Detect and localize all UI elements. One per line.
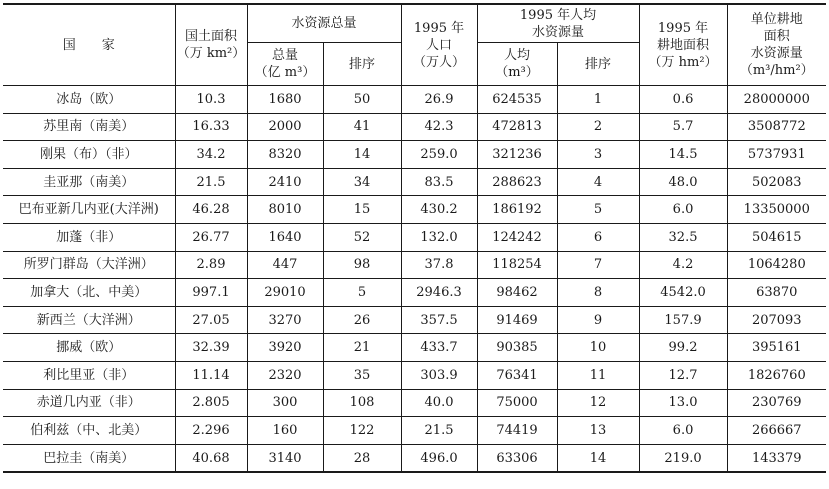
water-rank-cell: 35 bbox=[323, 361, 401, 389]
water-rank-cell: 52 bbox=[323, 223, 401, 251]
header-water-rank bbox=[323, 43, 401, 86]
per-capita-cell: 90385 bbox=[477, 334, 557, 362]
per-capita-rank-cell: 12 bbox=[557, 389, 639, 417]
water-rank-cell: 122 bbox=[323, 417, 401, 445]
header-farm-line2: 耕地面积 bbox=[657, 37, 710, 53]
water-resources-table-container bbox=[3, 3, 826, 485]
per-capita-cell: 186192 bbox=[477, 196, 557, 224]
table-row bbox=[3, 361, 826, 389]
unit-water-cell: 1826760 bbox=[727, 361, 826, 389]
water-total-cell: 447 bbox=[247, 251, 323, 279]
country-cell: 伯利兹（中、北美） bbox=[3, 417, 175, 445]
water-rank-cell: 108 bbox=[323, 389, 401, 417]
unit-water-cell: 3508772 bbox=[727, 113, 826, 141]
header-area-line1: 国土面积 bbox=[184, 29, 237, 44]
water-total-cell: 8010 bbox=[247, 196, 323, 224]
water-rank-cell: 98 bbox=[323, 251, 401, 279]
country-cell: 加拿大（北、中美） bbox=[3, 279, 175, 307]
water-resources-table bbox=[3, 3, 826, 473]
header-population bbox=[401, 4, 477, 86]
header-pop-line1: 1995 年 bbox=[413, 20, 465, 36]
header-water-total bbox=[247, 4, 401, 43]
population-cell: 303.9 bbox=[401, 361, 477, 389]
unit-water-cell: 395161 bbox=[727, 334, 826, 362]
header-farm-line1: 1995 年 bbox=[657, 20, 709, 36]
header-farm-line3: （万 hm²） bbox=[648, 54, 718, 70]
per-capita-cell: 91469 bbox=[477, 306, 557, 334]
per-capita-rank-cell: 9 bbox=[557, 306, 639, 334]
farmland-cell: 13.0 bbox=[639, 389, 727, 417]
area-cell: 2.296 bbox=[175, 417, 247, 445]
header-percap-line1: 1995 年人均 bbox=[519, 7, 597, 23]
header-per-capita bbox=[477, 4, 639, 43]
per-capita-cell: 98462 bbox=[477, 279, 557, 307]
water-rank-cell: 34 bbox=[323, 168, 401, 196]
area-cell: 27.05 bbox=[175, 306, 247, 334]
area-cell: 26.77 bbox=[175, 223, 247, 251]
country-cell: 所罗门群岛（大洋洲） bbox=[3, 251, 175, 279]
header-percap-value-line2: （m³） bbox=[495, 65, 539, 80]
header-water-rank-label: 排序 bbox=[349, 56, 376, 72]
per-capita-rank-cell: 14 bbox=[557, 444, 639, 472]
water-total-cell: 2410 bbox=[247, 168, 323, 196]
per-capita-cell: 76341 bbox=[477, 361, 557, 389]
country-cell: 冰岛（欧） bbox=[3, 86, 175, 114]
area-cell: 997.1 bbox=[175, 279, 247, 307]
water-total-cell: 3270 bbox=[247, 306, 323, 334]
farmland-cell: 14.5 bbox=[639, 141, 727, 169]
country-cell: 巴布亚新几内亚(大洋洲) bbox=[3, 196, 175, 224]
farmland-cell: 6.0 bbox=[639, 417, 727, 445]
header-percap-line2: 水资源量 bbox=[532, 24, 585, 40]
water-total-cell: 29010 bbox=[247, 279, 323, 307]
per-capita-rank-cell: 11 bbox=[557, 361, 639, 389]
per-capita-cell: 321236 bbox=[477, 141, 557, 169]
farmland-cell: 157.9 bbox=[639, 306, 727, 334]
country-cell: 苏里南（南美） bbox=[3, 113, 175, 141]
per-capita-rank-cell: 6 bbox=[557, 223, 639, 251]
water-rank-cell: 26 bbox=[323, 306, 401, 334]
per-capita-cell: 118254 bbox=[477, 251, 557, 279]
header-percap-rank bbox=[557, 43, 639, 86]
country-cell: 圭亚那（南美） bbox=[3, 168, 175, 196]
unit-water-cell: 143379 bbox=[727, 444, 826, 472]
water-rank-cell: 50 bbox=[323, 86, 401, 114]
per-capita-cell: 624535 bbox=[477, 86, 557, 114]
water-rank-cell: 14 bbox=[323, 141, 401, 169]
per-capita-rank-cell: 8 bbox=[557, 279, 639, 307]
table-row bbox=[3, 251, 826, 279]
header-unit-line4: （m³/hm²） bbox=[739, 63, 814, 78]
population-cell: 2946.3 bbox=[401, 279, 477, 307]
country-cell: 赤道几内亚（非） bbox=[3, 389, 175, 417]
farmland-cell: 219.0 bbox=[639, 444, 727, 472]
table-row bbox=[3, 279, 826, 307]
header-unit-line1: 单位耕地 bbox=[750, 12, 803, 27]
population-cell: 21.5 bbox=[401, 417, 477, 445]
unit-water-cell: 28000000 bbox=[727, 86, 826, 114]
table-row bbox=[3, 141, 826, 169]
water-total-cell: 2000 bbox=[247, 113, 323, 141]
water-total-cell: 3140 bbox=[247, 444, 323, 472]
area-cell: 2.89 bbox=[175, 251, 247, 279]
table-row bbox=[3, 306, 826, 334]
header-unit-line2: 面积 bbox=[763, 29, 790, 44]
country-cell: 加蓬（非） bbox=[3, 223, 175, 251]
per-capita-cell: 288623 bbox=[477, 168, 557, 196]
header-country bbox=[3, 4, 175, 86]
area-cell: 40.68 bbox=[175, 444, 247, 472]
area-cell: 11.14 bbox=[175, 361, 247, 389]
unit-water-cell: 502083 bbox=[727, 168, 826, 196]
header-percap-rank-label: 排序 bbox=[585, 56, 612, 72]
per-capita-cell: 75000 bbox=[477, 389, 557, 417]
table-row bbox=[3, 168, 826, 196]
country-cell: 挪威（欧） bbox=[3, 334, 175, 362]
per-capita-rank-cell: 7 bbox=[557, 251, 639, 279]
per-capita-cell: 74419 bbox=[477, 417, 557, 445]
header-area-line2: （万 km²） bbox=[176, 46, 246, 61]
country-cell: 刚果（布）（非） bbox=[3, 141, 175, 169]
header-water-amount bbox=[247, 43, 323, 86]
population-cell: 430.2 bbox=[401, 196, 477, 224]
farmland-cell: 12.7 bbox=[639, 361, 727, 389]
header-water-amount-line1: 总量 bbox=[271, 48, 298, 63]
population-cell: 433.7 bbox=[401, 334, 477, 362]
population-cell: 83.5 bbox=[401, 168, 477, 196]
per-capita-cell: 124242 bbox=[477, 223, 557, 251]
per-capita-rank-cell: 5 bbox=[557, 196, 639, 224]
per-capita-rank-cell: 3 bbox=[557, 141, 639, 169]
water-rank-cell: 41 bbox=[323, 113, 401, 141]
country-cell: 巴拉圭（南美） bbox=[3, 444, 175, 472]
water-rank-cell: 21 bbox=[323, 334, 401, 362]
per-capita-rank-cell: 2 bbox=[557, 113, 639, 141]
water-total-cell: 3920 bbox=[247, 334, 323, 362]
population-cell: 26.9 bbox=[401, 86, 477, 114]
farmland-cell: 4.2 bbox=[639, 251, 727, 279]
unit-water-cell: 230769 bbox=[727, 389, 826, 417]
unit-water-cell: 1064280 bbox=[727, 251, 826, 279]
header-percap-value bbox=[477, 43, 557, 86]
per-capita-rank-cell: 4 bbox=[557, 168, 639, 196]
farmland-cell: 48.0 bbox=[639, 168, 727, 196]
table-body bbox=[3, 86, 826, 473]
unit-water-cell: 504615 bbox=[727, 223, 826, 251]
farmland-cell: 99.2 bbox=[639, 334, 727, 362]
header-area bbox=[175, 4, 247, 86]
per-capita-cell: 63306 bbox=[477, 444, 557, 472]
water-total-cell: 1640 bbox=[247, 223, 323, 251]
table-row bbox=[3, 86, 826, 114]
header-water-amount-line2: （亿 m³） bbox=[254, 65, 316, 80]
header-unit-water bbox=[727, 4, 826, 86]
per-capita-cell: 472813 bbox=[477, 113, 557, 141]
unit-water-cell: 63870 bbox=[727, 279, 826, 307]
unit-water-cell: 13350000 bbox=[727, 196, 826, 224]
farmland-cell: 4542.0 bbox=[639, 279, 727, 307]
population-cell: 132.0 bbox=[401, 223, 477, 251]
area-cell: 34.2 bbox=[175, 141, 247, 169]
water-total-cell: 160 bbox=[247, 417, 323, 445]
table-row bbox=[3, 389, 826, 417]
water-total-cell: 1680 bbox=[247, 86, 323, 114]
header-pop-line2: 人口 bbox=[426, 37, 453, 53]
water-rank-cell: 15 bbox=[323, 196, 401, 224]
area-cell: 16.33 bbox=[175, 113, 247, 141]
population-cell: 42.3 bbox=[401, 113, 477, 141]
table-row bbox=[3, 417, 826, 445]
table-header bbox=[3, 4, 826, 86]
farmland-cell: 6.0 bbox=[639, 196, 727, 224]
unit-water-cell: 266667 bbox=[727, 417, 826, 445]
population-cell: 357.5 bbox=[401, 306, 477, 334]
per-capita-rank-cell: 1 bbox=[557, 86, 639, 114]
farmland-cell: 5.7 bbox=[639, 113, 727, 141]
header-pop-line3: （万人） bbox=[413, 54, 466, 70]
country-cell: 新西兰（大洋洲） bbox=[3, 306, 175, 334]
area-cell: 2.805 bbox=[175, 389, 247, 417]
per-capita-rank-cell: 10 bbox=[557, 334, 639, 362]
area-cell: 46.28 bbox=[175, 196, 247, 224]
area-cell: 21.5 bbox=[175, 168, 247, 196]
area-cell: 10.3 bbox=[175, 86, 247, 114]
population-cell: 496.0 bbox=[401, 444, 477, 472]
table-row bbox=[3, 196, 826, 224]
population-cell: 40.0 bbox=[401, 389, 477, 417]
header-country-label: 国 家 bbox=[62, 37, 115, 53]
farmland-cell: 0.6 bbox=[639, 86, 727, 114]
unit-water-cell: 5737931 bbox=[727, 141, 826, 169]
area-cell: 32.39 bbox=[175, 334, 247, 362]
table-row bbox=[3, 444, 826, 472]
per-capita-rank-cell: 13 bbox=[557, 417, 639, 445]
water-total-cell: 2320 bbox=[247, 361, 323, 389]
water-total-cell: 8320 bbox=[247, 141, 323, 169]
table-row bbox=[3, 334, 826, 362]
table-row bbox=[3, 223, 826, 251]
water-rank-cell: 28 bbox=[323, 444, 401, 472]
population-cell: 259.0 bbox=[401, 141, 477, 169]
farmland-cell: 32.5 bbox=[639, 223, 727, 251]
header-percap-value-line1: 人均 bbox=[504, 48, 531, 63]
header-unit-line3: 水资源量 bbox=[750, 46, 803, 61]
population-cell: 37.8 bbox=[401, 251, 477, 279]
water-total-cell: 300 bbox=[247, 389, 323, 417]
table-row bbox=[3, 113, 826, 141]
header-farmland bbox=[639, 4, 727, 86]
country-cell: 利比里亚（非） bbox=[3, 361, 175, 389]
unit-water-cell: 207093 bbox=[727, 306, 826, 334]
water-rank-cell: 5 bbox=[323, 279, 401, 307]
header-water-total-label: 水资源总量 bbox=[291, 16, 357, 31]
